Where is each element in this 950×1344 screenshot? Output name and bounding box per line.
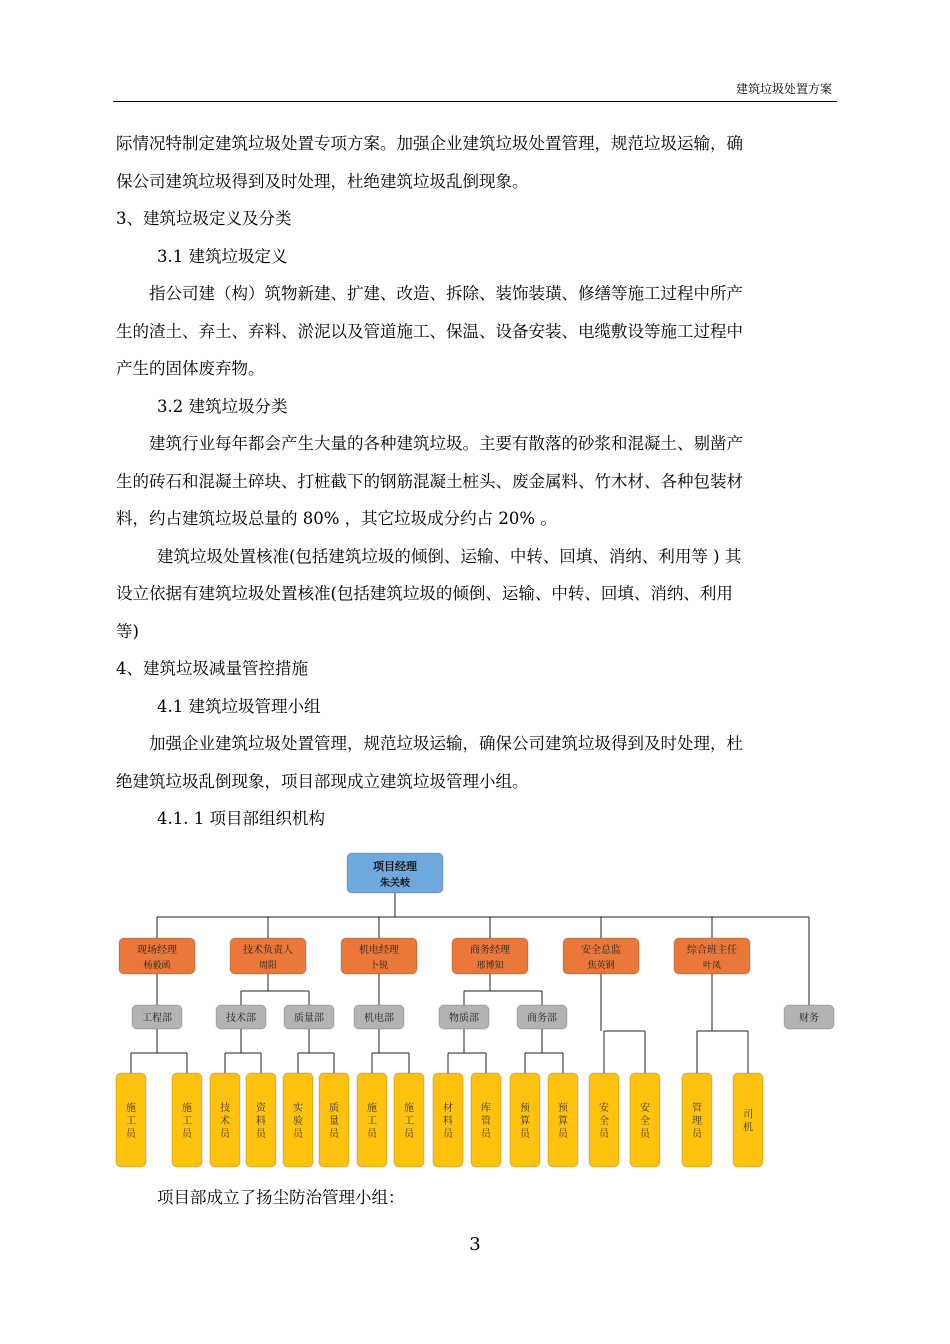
leader-name: 邢博知 — [476, 961, 504, 971]
staff-label: 安全员 — [599, 1103, 609, 1140]
staff-label: 管理员 — [692, 1103, 702, 1140]
staff-label: 预算员 — [520, 1103, 530, 1140]
staff-label: 施工员 — [126, 1103, 136, 1140]
leader-role: 现场经理 — [137, 945, 177, 956]
project-manager-name: 朱关岐 — [380, 878, 410, 889]
leader-role: 机电经理 — [359, 945, 399, 956]
subsection-heading-3-1: 3.1 建筑垃圾定义 — [157, 246, 288, 266]
department-label: 商务部 — [527, 1013, 557, 1024]
project-manager-role: 项目经理 — [373, 860, 417, 873]
staff-label: 质量员 — [329, 1103, 339, 1140]
staff-label: 材料员 — [443, 1103, 453, 1140]
staff-label: 施工员 — [182, 1103, 192, 1140]
leader-name: 杨毅函 — [143, 961, 171, 971]
paragraph-line: 产生的固体废弃物。 — [116, 359, 265, 378]
leader-name: 卜锐 — [369, 961, 389, 971]
paragraph-line: 料，约占建筑垃圾总量的 80% ，其它垃圾成分约占 20% 。 — [116, 509, 557, 528]
paragraph-line: 建筑行业每年都会产生大量的各种建筑垃圾。主要有散落的砂浆和混凝土、剔凿产 — [149, 434, 743, 453]
leader-role: 安全总监 — [581, 945, 621, 956]
paragraph-line: 绝建筑垃圾乱倒现象，项目部现成立建筑垃圾管理小组。 — [116, 771, 529, 791]
department-label: 质量部 — [294, 1013, 324, 1024]
department-label: 机电部 — [364, 1013, 394, 1024]
paragraph-line: 设立依据有建筑垃圾处置核准(包括建筑垃圾的倾倒、运输、中转、回填、消纳、利用 — [116, 584, 733, 603]
leader-name: 焦英钢 — [587, 961, 615, 971]
paragraph-line: 际情况特制定建筑垃圾处置专项方案。加强企业建筑垃圾处置管理，规范垃圾运输，确 — [116, 134, 743, 153]
staff-label: 实验员 — [293, 1103, 303, 1140]
department-label: 物质部 — [449, 1013, 479, 1024]
document-body — [116, 128, 838, 841]
section-heading-3: 3、建筑垃圾定义及分类 — [116, 209, 292, 228]
staff-label: 司机 — [743, 1109, 753, 1134]
subsection-heading-3-2: 3.2 建筑垃圾分类 — [157, 396, 288, 416]
paragraph-line: 指公司建（构）筑物新建、扩建、改造、拆除、装饰装璜、修缮等施工过程中所产 — [149, 284, 743, 303]
paragraph-line: 加强企业建筑垃圾处置管理，规范垃圾运输，确保公司建筑垃圾得到及时处理，杜 — [149, 734, 743, 753]
paragraph-line: 生的渣土、弃土、弃料、淤泥以及管道施工、保温、设备安装、电缆敷设等施工过程中 — [116, 321, 743, 341]
leader-name: 周阳 — [258, 961, 278, 971]
page-number: 3 — [469, 1234, 481, 1255]
department-label: 工程部 — [142, 1013, 172, 1024]
staff-label: 库管员 — [481, 1103, 491, 1140]
header-rule — [113, 101, 837, 102]
leader-name: 叶凤 — [702, 961, 722, 971]
department-label: 技术部 — [226, 1013, 256, 1024]
paragraph-line: 等) — [116, 621, 139, 641]
subsection-heading-4-1-1: 4.1. 1 项目部组织机构 — [157, 809, 325, 828]
paragraph-line: 保公司建筑垃圾得到及时处理，杜绝建筑垃圾乱倒现象。 — [116, 171, 529, 191]
paragraph-line: 项目部成立了扬尘防治管理小组： — [157, 1188, 405, 1207]
department-label: 财务 — [799, 1013, 819, 1024]
subsection-heading-4-1: 4.1 建筑垃圾管理小组 — [157, 696, 321, 716]
leader-role: 技术负责人 — [243, 945, 293, 956]
header-title: 建筑垃圾处置方案 — [735, 82, 832, 96]
section-heading-4: 4、建筑垃圾减量管控措施 — [116, 659, 308, 678]
staff-label: 技术员 — [220, 1103, 230, 1140]
staff-label: 施工员 — [367, 1103, 377, 1140]
paragraph-line: 建筑垃圾处置核准(包括建筑垃圾的倾倒、运输、中转、回填、消纳、利用等 ) 其 — [157, 546, 742, 566]
staff-label: 资料员 — [256, 1103, 266, 1140]
staff-label: 施工员 — [404, 1103, 414, 1140]
leader-role: 综合班主任 — [687, 945, 737, 956]
leader-role: 商务经理 — [470, 945, 510, 956]
staff-label: 安全员 — [640, 1103, 650, 1140]
staff-label: 预算员 — [558, 1103, 568, 1140]
paragraph-line: 生的砖石和混凝土碎块、打桩截下的钢筋混凝土桩头、废金属料、竹木材、各种包装材 — [116, 471, 743, 491]
org-chart — [115, 851, 837, 1174]
